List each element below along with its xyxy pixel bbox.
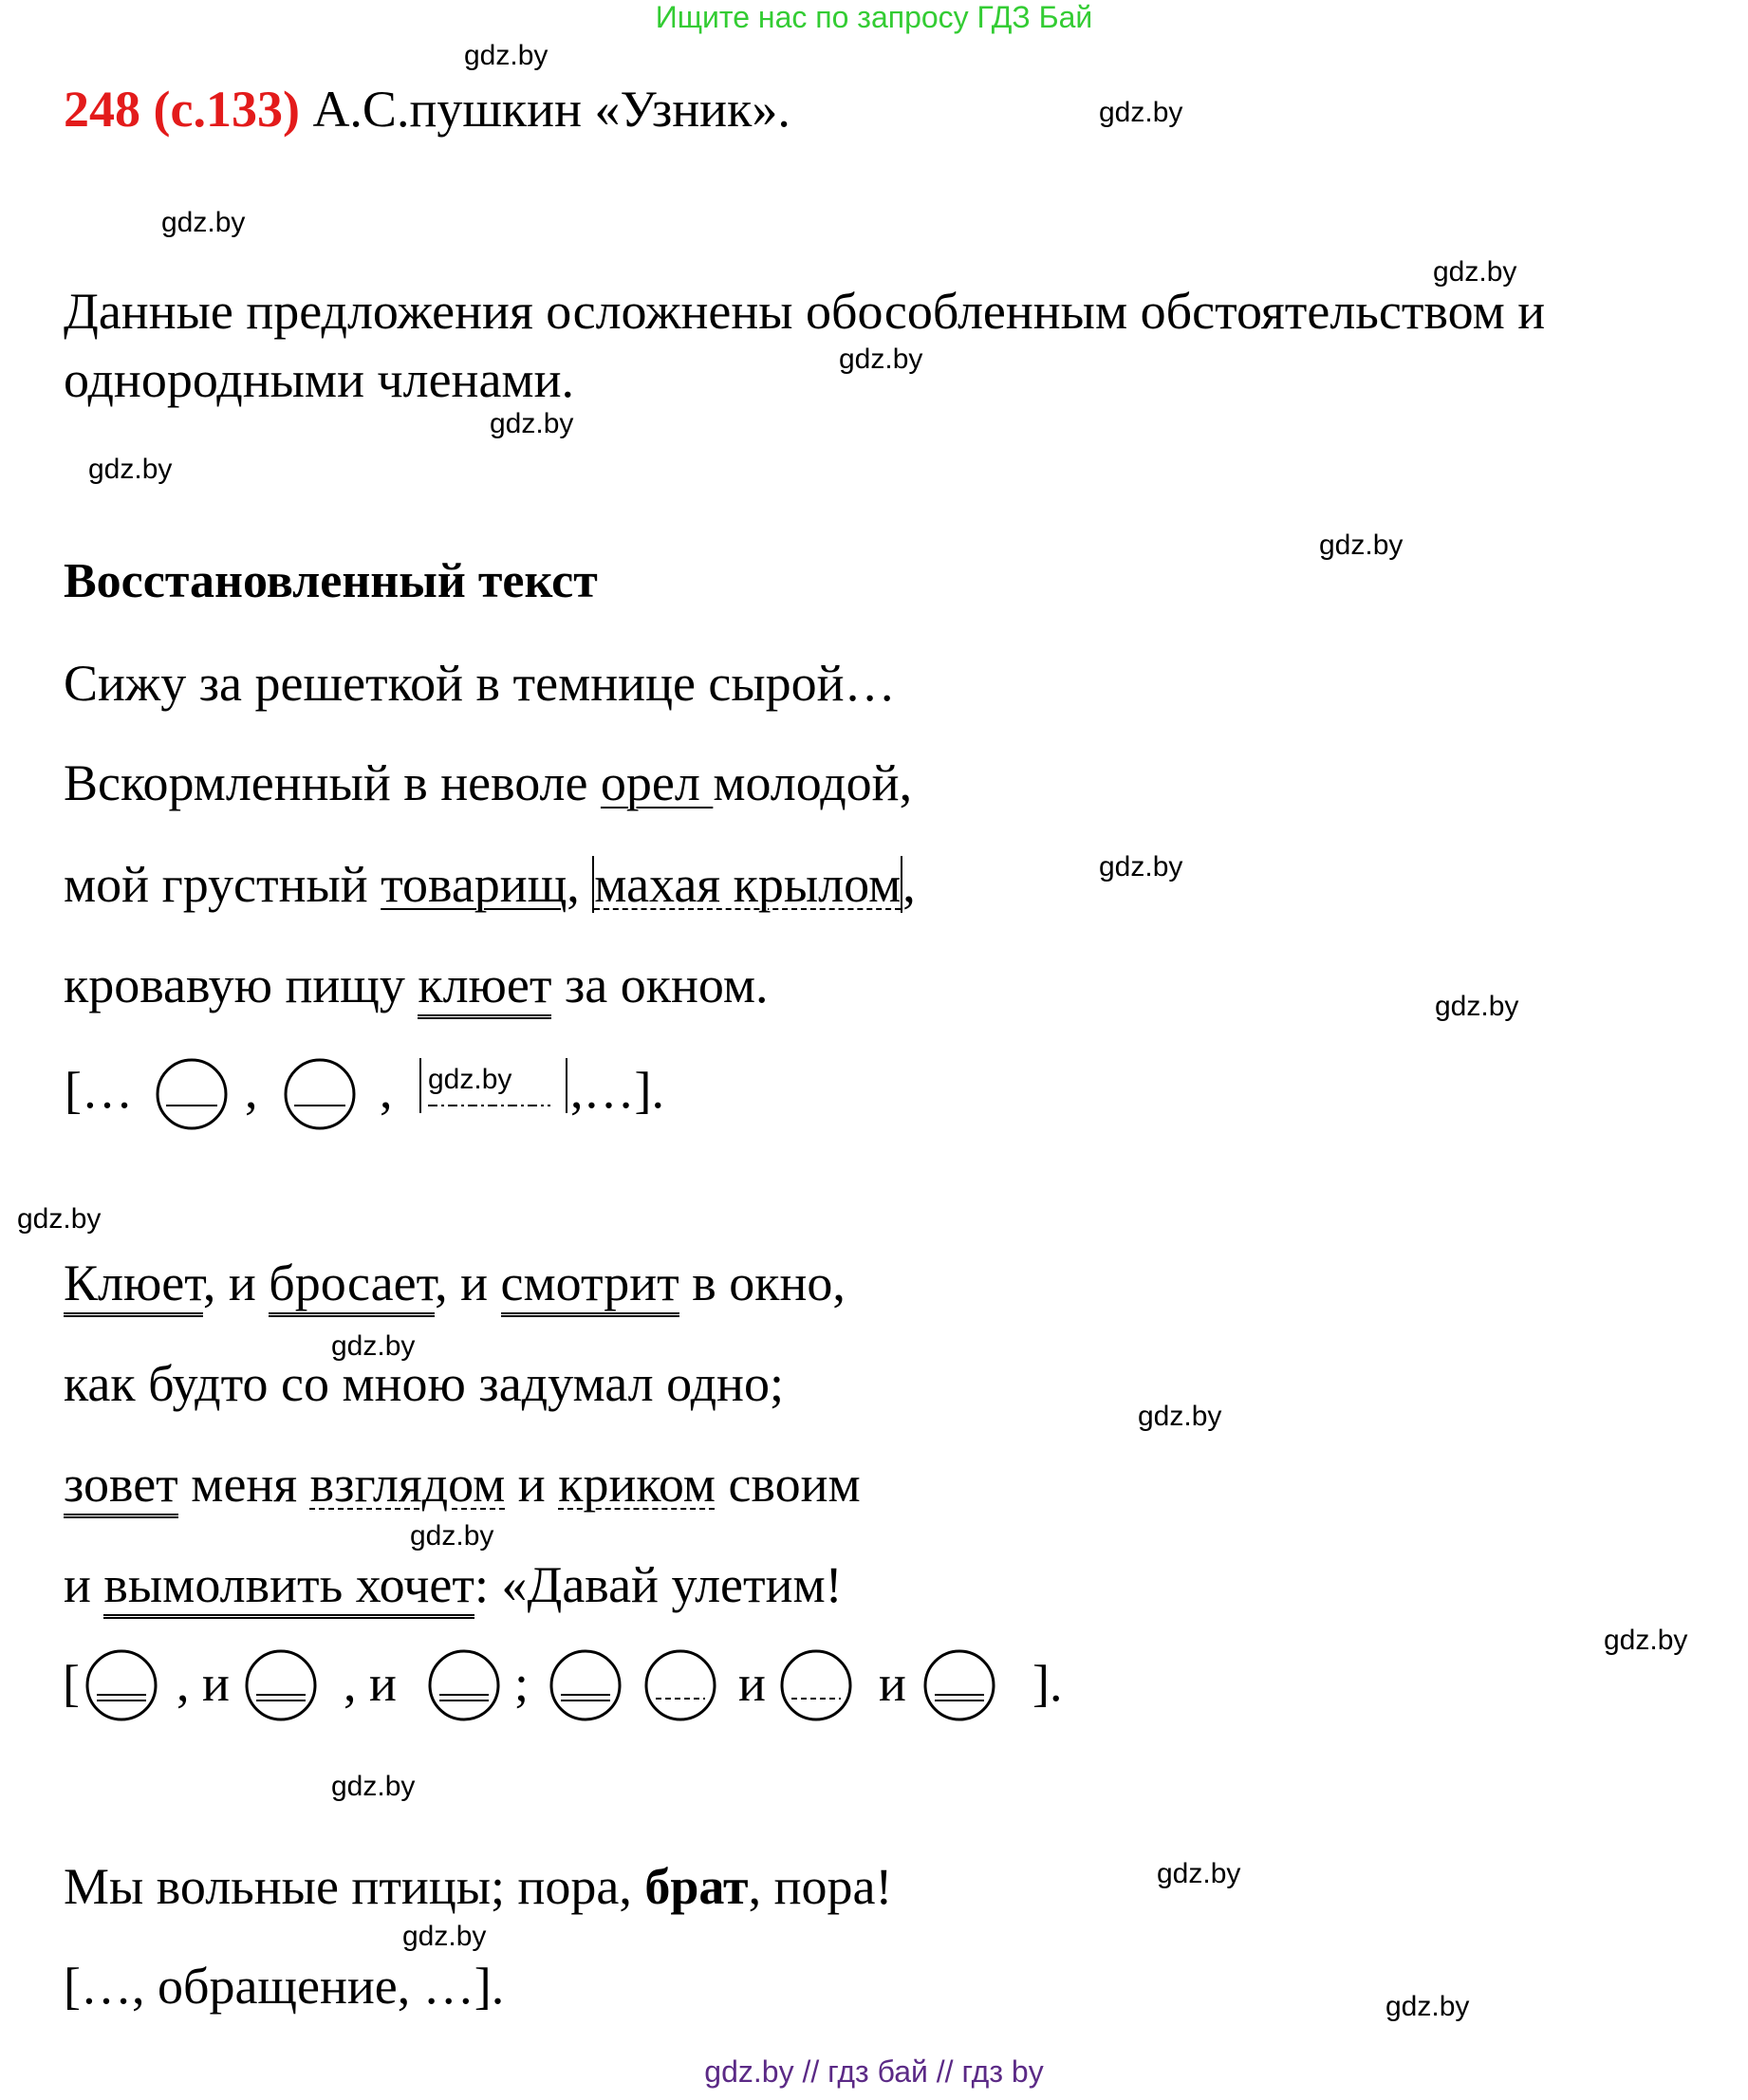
- text-fragment: мой грустный: [64, 856, 381, 913]
- watermark: gdz.by: [331, 1771, 416, 1802]
- text-fragment: своим: [715, 1456, 861, 1513]
- text-fragment: меня: [177, 1456, 310, 1513]
- scheme-comma: ,: [380, 1062, 393, 1119]
- poem-line: [64, 1456, 861, 1513]
- participial-adverb-phrase: [592, 856, 902, 913]
- address-word: брат: [644, 1858, 749, 1915]
- footer-links: gdz.by // гдз бай // гдз by: [704, 2054, 1044, 2089]
- search-banner: Ищите нас по запросу ГДЗ Бай: [655, 0, 1093, 34]
- poem-line: [64, 1858, 892, 1915]
- predicate-underlined: бросает: [269, 1254, 435, 1317]
- exercise-number: 248 (с.133): [64, 81, 300, 138]
- watermark: gdz.by: [839, 344, 923, 375]
- watermark: gdz.by: [88, 454, 173, 485]
- watermark: gdz.by: [1138, 1401, 1222, 1432]
- scheme-conj: , и: [177, 1655, 230, 1712]
- object-underlined: криком: [558, 1456, 716, 1513]
- watermark: gdz.by: [1385, 1991, 1470, 2022]
- text-fragment: : «Давай улетим!: [474, 1556, 843, 1613]
- watermark: gdz.by: [1157, 1858, 1241, 1889]
- intro-line-2: однородными членами.: [64, 351, 574, 408]
- text-fragment: за окном.: [551, 957, 769, 1013]
- watermark: gdz.by: [402, 1921, 487, 1952]
- exercise-title: [64, 81, 790, 138]
- circle-subject-1: [158, 1060, 226, 1128]
- predicate-underlined: клюет: [418, 957, 551, 1019]
- scheme-open: [: [63, 1655, 80, 1712]
- object-underlined: взглядом: [309, 1456, 506, 1513]
- circle-object-1: [646, 1651, 715, 1719]
- text-fragment: молодой,: [713, 754, 913, 811]
- scheme-semicolon: ;: [514, 1655, 530, 1712]
- text-fragment: кровавую пищу: [64, 957, 418, 1013]
- section-heading: Восстановленный текст: [64, 554, 598, 608]
- circle-predicate-4: [551, 1651, 620, 1719]
- subject-underlined: орел: [600, 754, 714, 811]
- text-fragment: ,: [902, 856, 916, 913]
- circle-predicate-2: [247, 1651, 315, 1719]
- watermark: gdz.by: [1319, 530, 1404, 561]
- circle-subject-2: [286, 1060, 354, 1128]
- text-fragment: в окно,: [679, 1254, 846, 1311]
- text-fragment: и: [505, 1456, 559, 1513]
- text-fragment: ,: [567, 856, 593, 913]
- predicate-underlined: смотрит: [501, 1254, 679, 1317]
- subject-underlined: товарищ: [381, 856, 567, 913]
- watermark: gdz.by: [331, 1330, 416, 1362]
- poem-line: [64, 1556, 843, 1613]
- watermark: gdz.by: [17, 1203, 102, 1235]
- scheme-close: ,…].: [570, 1062, 664, 1119]
- watermark: gdz.by: [1099, 851, 1183, 883]
- watermark: gdz.by: [1604, 1625, 1688, 1656]
- scheme-close: ].: [1032, 1655, 1063, 1712]
- sentence-scheme-2: [57, 1642, 1101, 1737]
- poem-line: как будто со мною задумал одно;: [64, 1355, 784, 1412]
- watermark: gdz.by: [410, 1520, 494, 1552]
- poem-line: Сижу за решеткой в темнице сырой…: [64, 655, 896, 712]
- poem-line: [64, 856, 916, 913]
- circle-predicate-3: [430, 1651, 498, 1719]
- watermark: gdz.by: [464, 40, 549, 71]
- scheme-comma: ,: [245, 1062, 258, 1119]
- adverbial-underlined: махая крылом: [594, 856, 902, 913]
- scheme-open: […: [65, 1062, 133, 1119]
- watermark: gdz.by: [490, 408, 574, 439]
- predicate-underlined: зовет: [64, 1456, 178, 1518]
- exercise-source: А.С.пушкин «Узник».: [299, 81, 790, 138]
- circle-object-2: [782, 1651, 850, 1719]
- text-fragment: и: [64, 1556, 104, 1613]
- predicate-underlined: Клюет: [64, 1254, 203, 1317]
- scheme-watermark: gdz.by: [428, 1064, 512, 1095]
- watermark: gdz.by: [161, 207, 246, 238]
- text-fragment: , пора!: [748, 1858, 893, 1915]
- predicate-underlined: вымолвить хочет: [103, 1556, 474, 1619]
- watermark: gdz.by: [1435, 991, 1519, 1022]
- watermark: gdz.by: [1433, 256, 1517, 288]
- text-fragment: Мы вольные птицы; пора,: [64, 1858, 645, 1915]
- adverbial-bracket: [420, 1058, 567, 1113]
- poem-line: [64, 957, 769, 1013]
- sentence-scheme-1: [57, 1049, 721, 1143]
- text-fragment: , и: [202, 1254, 270, 1311]
- circle-predicate-5: [925, 1651, 994, 1719]
- scheme-conj: и: [879, 1655, 906, 1712]
- poem-line: [64, 754, 912, 811]
- text-fragment: , и: [435, 1254, 501, 1311]
- poem-line: [64, 1254, 846, 1311]
- scheme-line: […, обращение, …].: [64, 1958, 505, 2015]
- watermark: gdz.by: [1099, 97, 1183, 128]
- scheme-conj: , и: [344, 1655, 397, 1712]
- circle-predicate-1: [87, 1651, 156, 1719]
- scheme-conj: и: [738, 1655, 766, 1712]
- intro-line-1: Данные предложения осложнены обособленным обстоятельством и: [64, 283, 1546, 340]
- text-fragment: Вскормленный в неволе: [64, 754, 601, 811]
